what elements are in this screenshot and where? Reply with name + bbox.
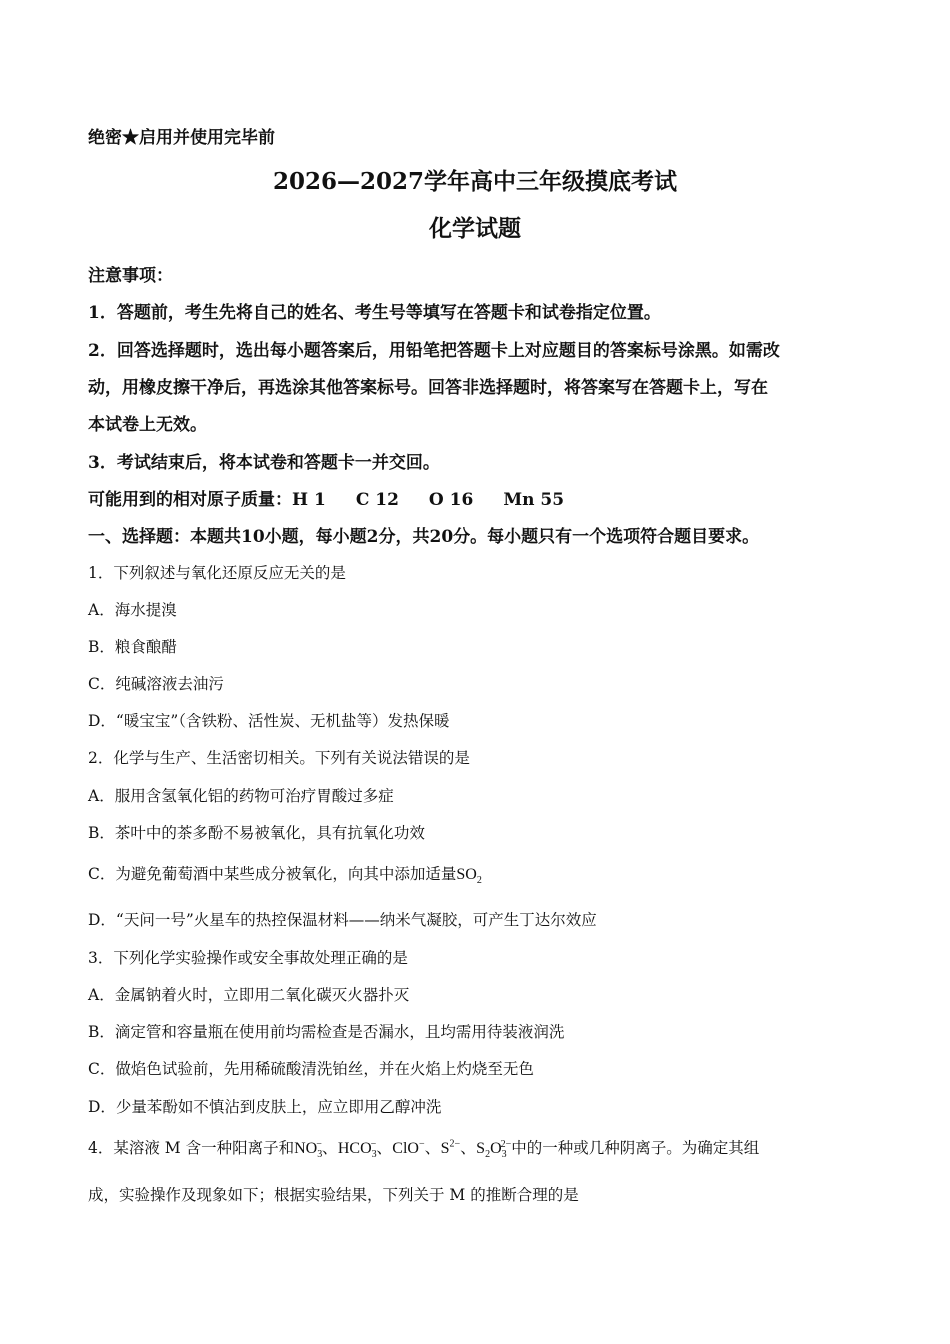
- secret-label: 绝密★启用并使用完毕前: [88, 128, 275, 148]
- subject-title: 化学试题: [429, 215, 521, 242]
- q4-stem-line-1: 4．某溶液 M 含一种阳离子和$NO_3^-$、$HCO_3^-$、ClO−、$S^{2-}$、$S_2O_3^{2-}$中的一种或几种阴离子。为确定其组: [88, 1138, 760, 1161]
- notice-item-1: 1．答题前，考生先将自己的姓名、考生号等填写在答题卡和试卷指定位置。: [88, 303, 661, 323]
- q1-stem: 1．下列叙述与氧化还原反应无关的是: [88, 564, 346, 582]
- notice-item-3: 3．考试结束后，将本试卷和答题卡一并交回。: [88, 453, 440, 473]
- q3-option-a: A．金属钠着火时，立即用二氧化碳灭火器扑灭: [88, 986, 410, 1004]
- q1-option-b: B．粮食酿醋: [88, 638, 177, 656]
- q2-option-a: A．服用含氢氧化铝的药物可治疗胃酸过多症: [88, 787, 394, 805]
- q2-stem: 2．化学与生产、生活密切相关。下列有关说法错误的是: [88, 749, 470, 767]
- q2-option-c: [88, 862, 482, 886]
- q1-option-d: D．“暖宝宝”（含铁粉、活性炭、无机盐等）发热保暖: [88, 712, 450, 730]
- mass-c: C 12: [355, 490, 399, 510]
- notice-item-2-line-1: 2．回答选择题时，选出每小题答案后，用铅笔把答题卡上对应题目的答案标号涂黑。如需改: [88, 341, 780, 361]
- q2-option-d: D．“天问一号”火星车的热控保温材料——纳米气凝胶，可产生丁达尔效应: [88, 911, 597, 929]
- anion-list: $NO_3^-$、$HCO_3^-$、ClO−、$S^{2-}$、$S_2O_3^{2-}$: [294, 1138, 512, 1161]
- q1-option-c: C．纯碱溶液去油污: [88, 675, 224, 693]
- atomic-masses-label: 可能用到的相对原子质量：: [88, 490, 292, 510]
- so2-formula: $SO_2$: [456, 866, 482, 887]
- q3-option-c: C．做焰色试验前，先用稀硫酸清洗铂丝，并在火焰上灼烧至无色: [88, 1060, 534, 1078]
- q2-option-b: B．茶叶中的茶多酚不易被氧化，具有抗氧化功效: [88, 824, 425, 842]
- notice-item-2-line-2: 动，用橡皮擦干净后，再选涂其他答案标号。回答非选择题时，将答案写在答题卡上，写在: [88, 378, 768, 398]
- mass-mn: Mn 55: [503, 490, 565, 510]
- mass-h: H 1: [292, 490, 326, 510]
- q3-stem: 3．下列化学实验操作或安全事故处理正确的是: [88, 949, 408, 967]
- section-1-heading: 一、选择题：本题共10小题，每小题2分，共20分。每小题只有一个选项符合题目要求。: [88, 527, 760, 547]
- exam-title: 2026—2027学年高中三年级摸底考试: [272, 168, 678, 195]
- q3-option-b: B．滴定管和容量瓶在使用前均需检查是否漏水，且均需用待装液润洗: [88, 1023, 565, 1041]
- q4-stem-line-2: 成，实验操作及现象如下；根据实验结果，下列关于 M 的推断合理的是: [88, 1186, 579, 1204]
- q2-option-c-text: C．为避免葡萄酒中某些成分被氧化，向其中添加适量: [88, 865, 457, 883]
- notice-heading: 注意事项：: [88, 266, 173, 286]
- mass-o: O 16: [428, 490, 474, 510]
- notice-item-2-line-3: 本试卷上无效。: [88, 415, 207, 435]
- q1-option-a: A．海水提溴: [88, 601, 177, 619]
- atomic-masses: [88, 485, 564, 510]
- q3-option-d: D．少量苯酚如不慎沾到皮肤上，应立即用乙醇冲洗: [88, 1098, 442, 1116]
